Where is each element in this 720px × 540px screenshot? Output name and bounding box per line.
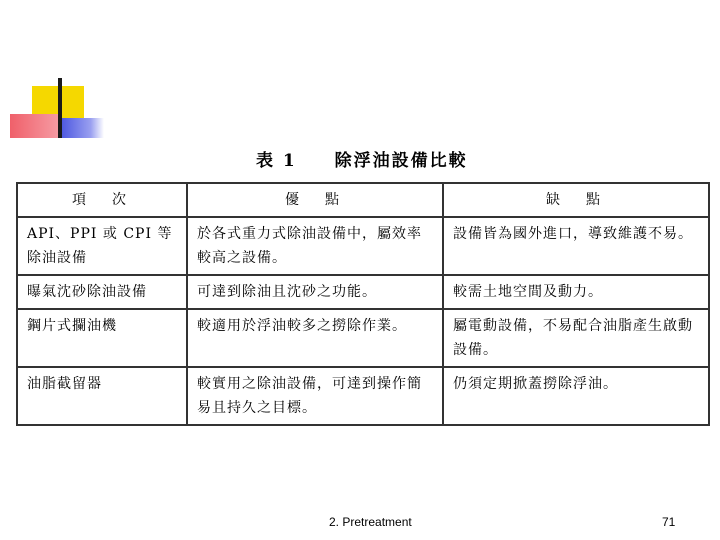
row-advantage: 於各式重力式除油設備中，屬效率較高之設備。 [187, 217, 443, 275]
row-item: 鋼片式攔油機 [17, 309, 187, 367]
table-row [17, 309, 709, 367]
table-row [17, 275, 709, 309]
header-item: 項 次 [17, 183, 187, 217]
row-advantage: 較實用之除油設備，可達到操作簡易且持久之目標。 [187, 367, 443, 425]
row-item: 曝氣沈砂除油設備 [17, 275, 187, 309]
footer-title: 2. Pretreatment [329, 515, 412, 529]
row-item: API、PPI 或 CPI 等除油設備 [17, 217, 187, 275]
header-advantages: 優 點 [187, 183, 443, 217]
table-number: 表 1 [256, 151, 297, 171]
logo-red-bar [10, 114, 58, 138]
row-advantage: 可達到除油且沈砂之功能。 [187, 275, 443, 309]
row-disadvantage: 較需土地空間及動力。 [443, 275, 709, 309]
row-advantage: 較適用於浮油較多之撈除作業。 [187, 309, 443, 367]
row-disadvantage: 設備皆為國外進口，導致維護不易。 [443, 217, 709, 275]
row-disadvantage: 屬電動設備，不易配合油脂產生啟動設備。 [443, 309, 709, 367]
table-header-row [17, 183, 709, 217]
table-caption [246, 146, 468, 171]
table-row [17, 217, 709, 275]
table-title: 除浮油設備比較 [334, 151, 468, 171]
comparison-table [16, 182, 710, 426]
header-disadvantages: 缺 點 [443, 183, 709, 217]
row-disadvantage: 仍須定期掀蓋撈除浮油。 [443, 367, 709, 425]
logo-vertical-line [58, 78, 62, 138]
row-item: 油脂截留器 [17, 367, 187, 425]
table-row [17, 367, 709, 425]
page-number: 71 [662, 515, 676, 529]
logo-blue-bar [60, 118, 104, 138]
